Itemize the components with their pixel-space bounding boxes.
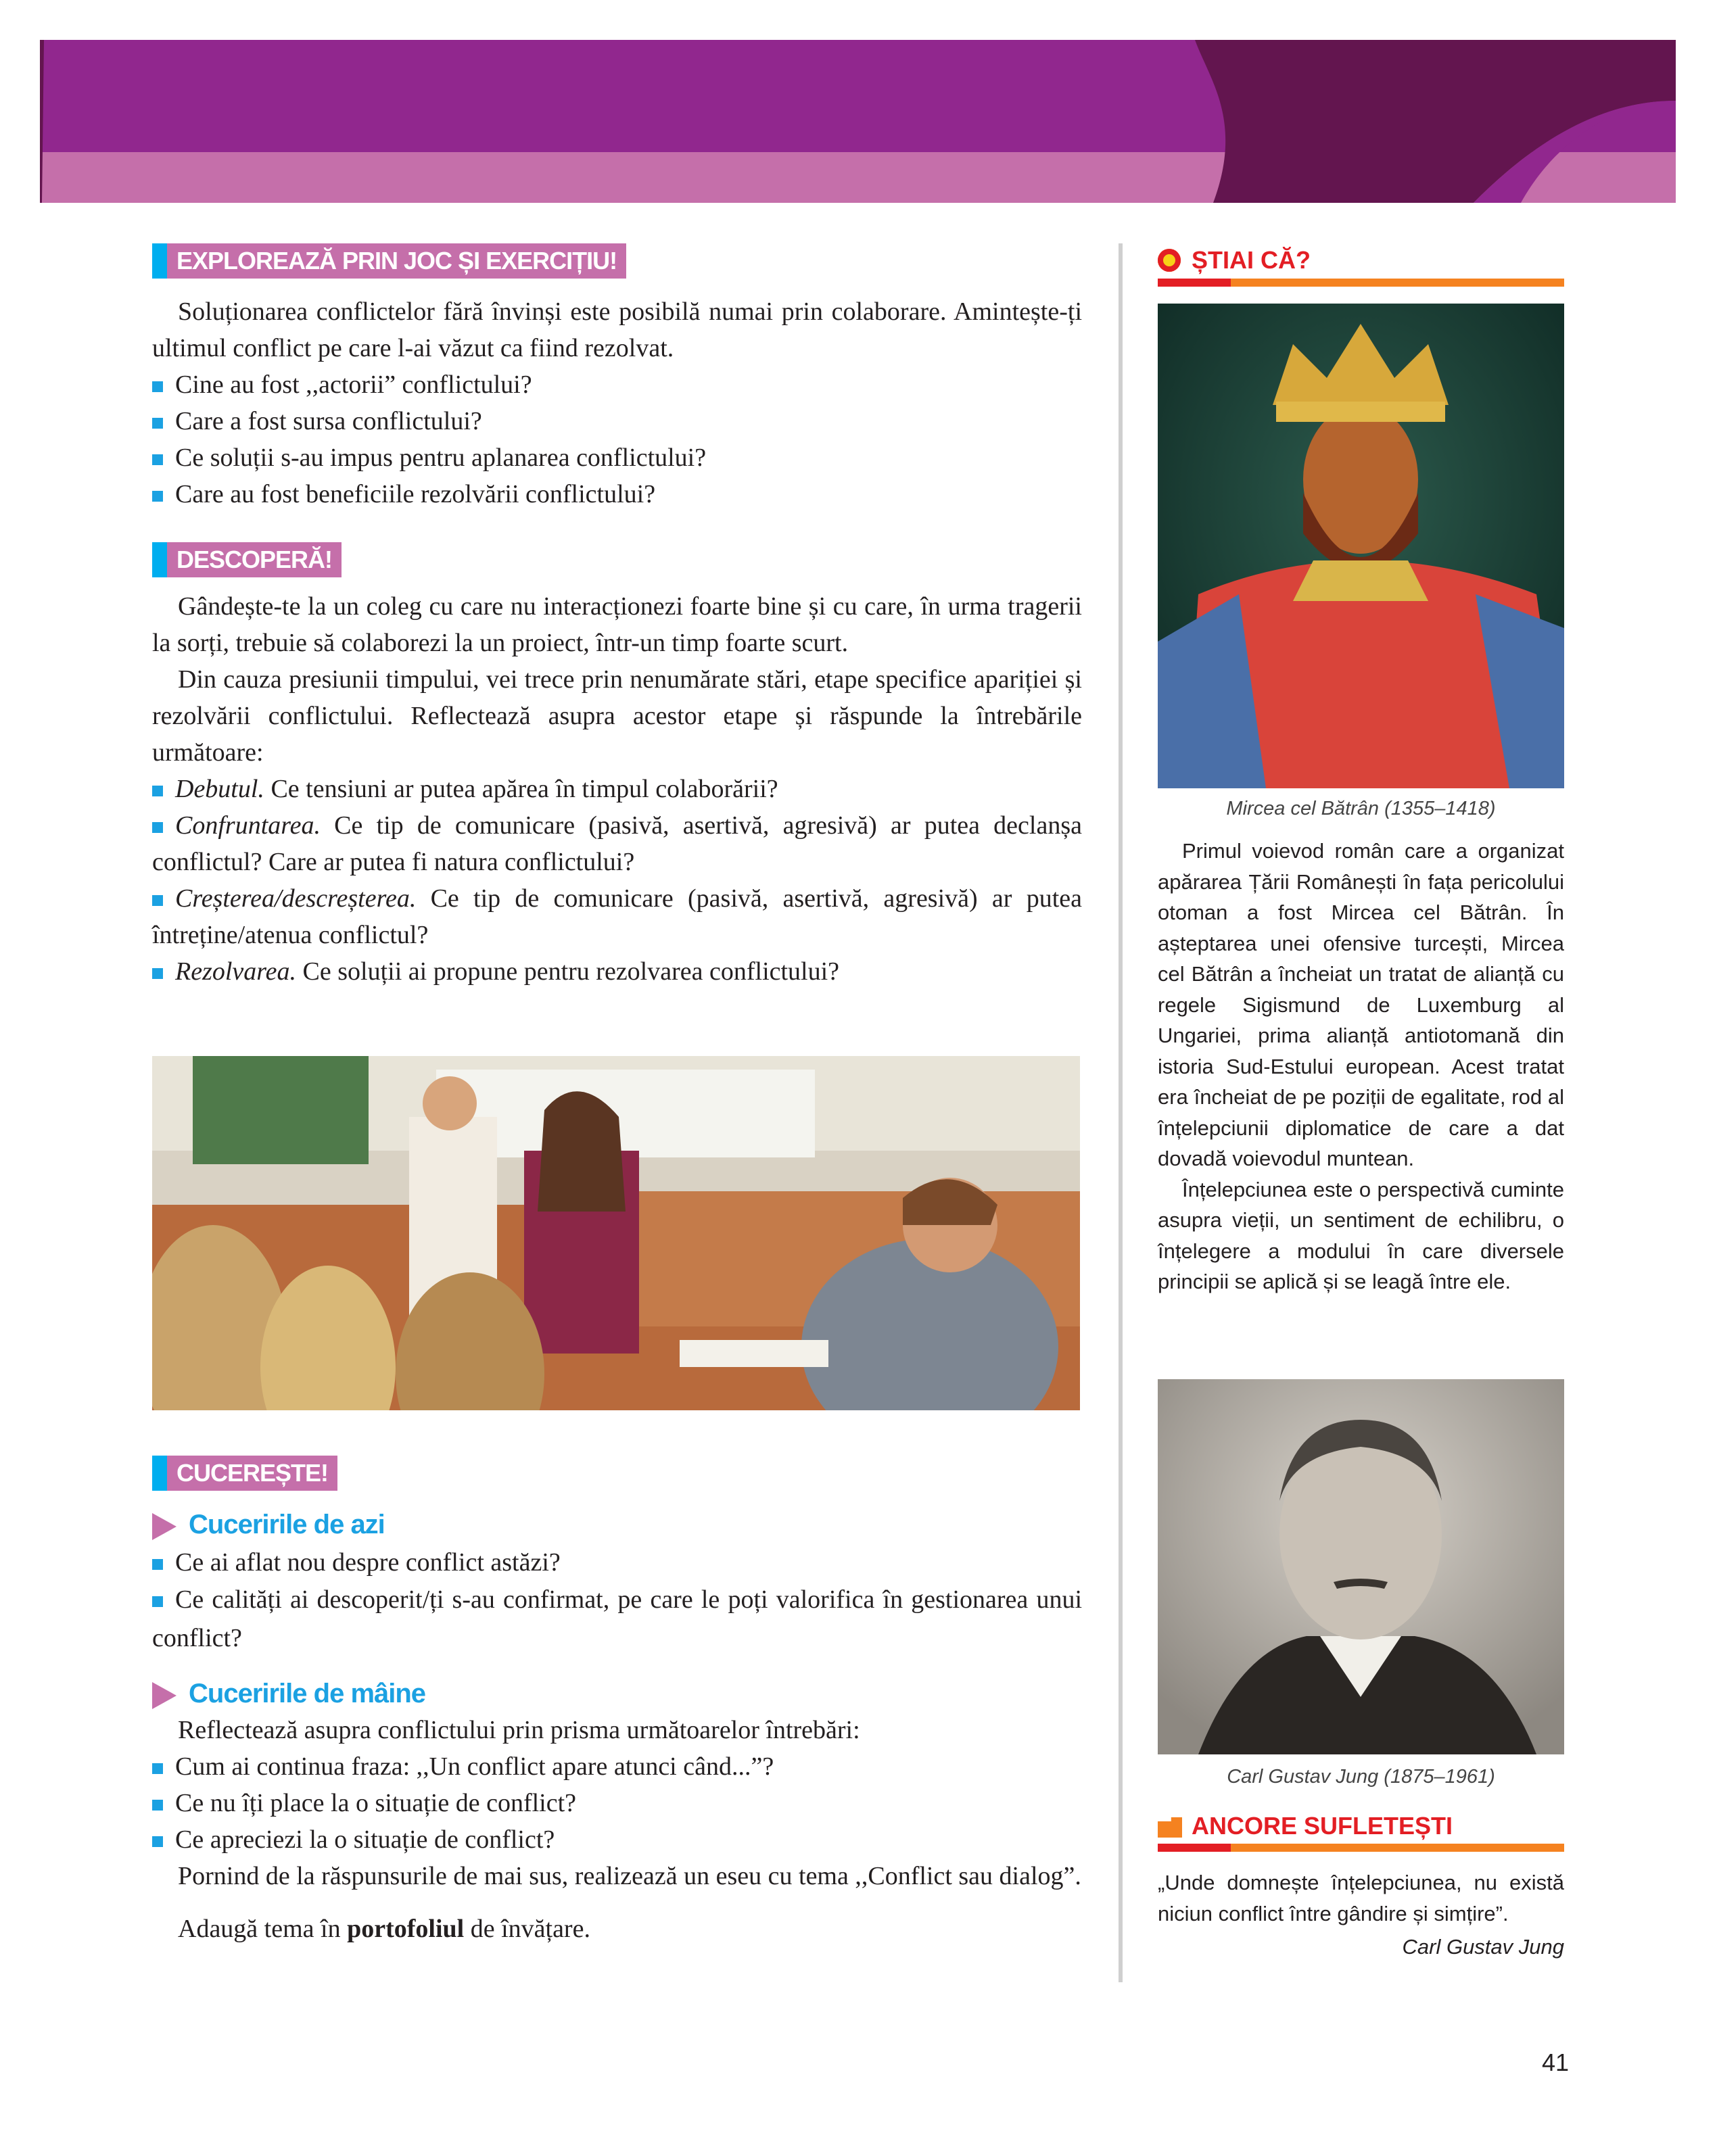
bullet-icon	[152, 1763, 163, 1774]
anchors-quote	[1158, 1867, 1564, 1963]
stage-item	[152, 771, 1082, 807]
did-you-know-text	[1158, 836, 1564, 1297]
list-item	[152, 366, 1082, 403]
stage-item	[152, 880, 1082, 953]
triangle-icon	[152, 1513, 177, 1540]
conquer-section	[152, 1506, 1082, 1947]
puzzle-icon	[1158, 1817, 1182, 1838]
jung-caption: Carl Gustav Jung (1875–1961)	[1227, 1766, 1495, 1788]
page-number: 41	[1541, 2049, 1569, 2076]
bullet-icon	[152, 491, 163, 502]
list-item	[152, 439, 1082, 476]
mircea-paragraph: Primul voievod român care a organizat apărarea Țării Românești în fața pericolului otoman a fost Mircea cel Bătrân. În așteptarea unei ofensive turcești, Mircea cel Bătrân a încheiat un tratat de alianță cu regele Sigismund de Luxemburg al Ungariei, prima alianță antiotomană din istoria Sud-Estului european. Acest tratat era încheiat de pe poziții de egalitate, rod al înțelepciunii diplomatice de care a dat dovadă voievodul muntean.	[1158, 839, 1564, 1170]
did-you-know-heading	[1158, 245, 1564, 276]
conquer-heading	[152, 1456, 337, 1491]
bullet-text: Ce calități ai descoperit/ți s-au confirmat, pe care le poți valorifica în gestionarea unui conflict?	[152, 1585, 1082, 1652]
anchors-title: ANCORE SUFLETEȘTI	[1192, 1812, 1453, 1840]
discover-heading	[152, 542, 342, 577]
discover-paragraph: Gândește-te la un coleg cu care nu interacționezi foarte bine și cu care, în urma tragerii la sorți, trebuie să colaborezi la un proiect, într-un timp foarte scurt.	[152, 592, 1082, 657]
heading-rule	[1158, 279, 1564, 287]
header-band	[40, 40, 1676, 203]
list-item	[152, 403, 1082, 439]
did-you-know-title: ȘTIAI CĂ?	[1192, 246, 1311, 274]
heading-rule	[1158, 1844, 1564, 1852]
list-item	[152, 1821, 1082, 1858]
explore-heading-text: EXPLOREAZĂ PRIN JOC ȘI EXERCIȚIU!	[177, 247, 617, 274]
discover-paragraph: Din cauza presiunii timpului, vei trece prin nenumărate stări, etape specifice apariției și rezolvării conflictului. Reflectează asupra acestor etape și răspunde la întrebările următoare:	[152, 665, 1082, 767]
stage-term: Rezolvarea.	[175, 957, 297, 986]
quote-author: Carl Gustav Jung	[1402, 1935, 1564, 1959]
bullet-text: Cine au fost ,,actorii” conflictului?	[175, 370, 532, 399]
bullet-icon	[152, 418, 163, 429]
bullet-icon	[152, 1836, 163, 1847]
triangle-icon	[152, 1682, 177, 1709]
classroom-photo-graphic	[152, 1056, 1080, 1410]
tomorrow-title: Cuceririle de mâine	[189, 1679, 426, 1708]
today-subheading	[152, 1506, 1082, 1543]
column-divider	[1119, 243, 1123, 1982]
list-item	[152, 1581, 1082, 1658]
jung-portrait-graphic	[1158, 1379, 1564, 1754]
stage-term: Creșterea/descreșterea.	[175, 884, 417, 913]
discover-heading-text: DESCOPERĂ!	[177, 546, 333, 573]
essay-task: Pornind de la răspunsurile de mai sus, realizează un eseu cu tema ,,Conflict sau dialog”.	[178, 1862, 1081, 1890]
bullet-text: Ce ai aflat nou despre conflict astăzi?	[175, 1548, 561, 1577]
conquer-heading-text: CUCEREȘTE!	[177, 1459, 329, 1487]
quote-text: „Unde domnește înțelepciunea, nu există niciun conflict între gândire și simțire”.	[1158, 1871, 1564, 1925]
portfolio-text: de învățare.	[464, 1915, 590, 1943]
list-item	[152, 1544, 1082, 1581]
bullet-icon	[152, 786, 163, 796]
explore-heading	[152, 243, 626, 279]
jung-portrait	[1158, 1379, 1564, 1754]
discover-section	[152, 588, 1082, 990]
bullet-icon	[152, 1800, 163, 1811]
bullet-text: Ce nu îți place la o situație de conflict?	[175, 1789, 577, 1817]
stage-item	[152, 953, 1082, 990]
bullet-icon	[152, 822, 163, 833]
explore-intro: Soluționarea conflictelor fără învinși este posibilă numai prin colaborare. Amintește-ți ultimul conflict pe care l-ai văzut ca fiind rezolvat.	[152, 297, 1082, 362]
bullet-text: Care a fost sursa conflictului?	[175, 407, 482, 435]
portfolio-bold: portofoliul	[347, 1915, 465, 1943]
portfolio-text: Adaugă tema în	[178, 1915, 348, 1943]
mircea-portrait-graphic	[1158, 304, 1564, 788]
portfolio-note	[152, 1911, 1082, 1947]
tomorrow-intro: Reflectează asupra conflictului prin prisma următoarelor întrebări:	[178, 1716, 860, 1744]
stage-item	[152, 807, 1082, 880]
list-item	[152, 1785, 1082, 1821]
stage-term: Debutul.	[175, 775, 264, 803]
bullet-icon	[152, 1559, 163, 1570]
bullet-text: Care au fost beneficiile rezolvării conflictului?	[175, 480, 656, 508]
classroom-photo	[152, 1056, 1080, 1410]
bullet-icon	[152, 381, 163, 392]
mircea-portrait	[1158, 304, 1564, 788]
bullet-icon	[152, 968, 163, 979]
explore-section	[152, 293, 1082, 512]
lightbulb-icon	[1158, 249, 1181, 272]
stage-text: Ce tip de comunicare (pasivă, asertivă, agresivă) ar putea declanșa conflictul? Care ar putea fi natura conflictului?	[152, 811, 1082, 876]
stage-text: Ce tensiuni ar putea apărea în timpul colaborării?	[264, 775, 778, 803]
today-title: Cuceririle de azi	[189, 1510, 385, 1539]
bullet-icon	[152, 895, 163, 906]
anchors-heading	[1158, 1811, 1564, 1842]
bullet-icon	[152, 454, 163, 465]
bullet-text: Cum ai continua fraza: ,,Un conflict apare atunci când...”?	[175, 1752, 774, 1781]
list-item	[152, 1748, 1082, 1785]
bullet-icon	[152, 1596, 163, 1607]
bullet-text: Ce soluții s-au impus pentru aplanarea conflictului?	[175, 444, 707, 472]
tomorrow-subheading	[152, 1675, 1082, 1712]
header-band-graphic	[40, 40, 1676, 203]
stage-text: Ce soluții ai propune pentru rezolvarea conflictului?	[296, 957, 840, 986]
bullet-text: Ce apreciezi la o situație de conflict?	[175, 1825, 555, 1854]
wisdom-paragraph: Înțelepciunea este o perspectivă cuminte asupra vieții, un sentiment de echilibru, o înțelegere a modului în care diversele principii se aplică și se leagă între ele.	[1158, 1177, 1564, 1293]
list-item	[152, 476, 1082, 512]
stage-text: Ce tip de comunicare (pasivă, asertivă, agresivă) ar putea întreține/atenua conflictul?	[152, 884, 1082, 949]
stage-term: Confruntarea.	[175, 811, 321, 840]
mircea-caption: Mircea cel Bătrân (1355–1418)	[1226, 798, 1496, 819]
